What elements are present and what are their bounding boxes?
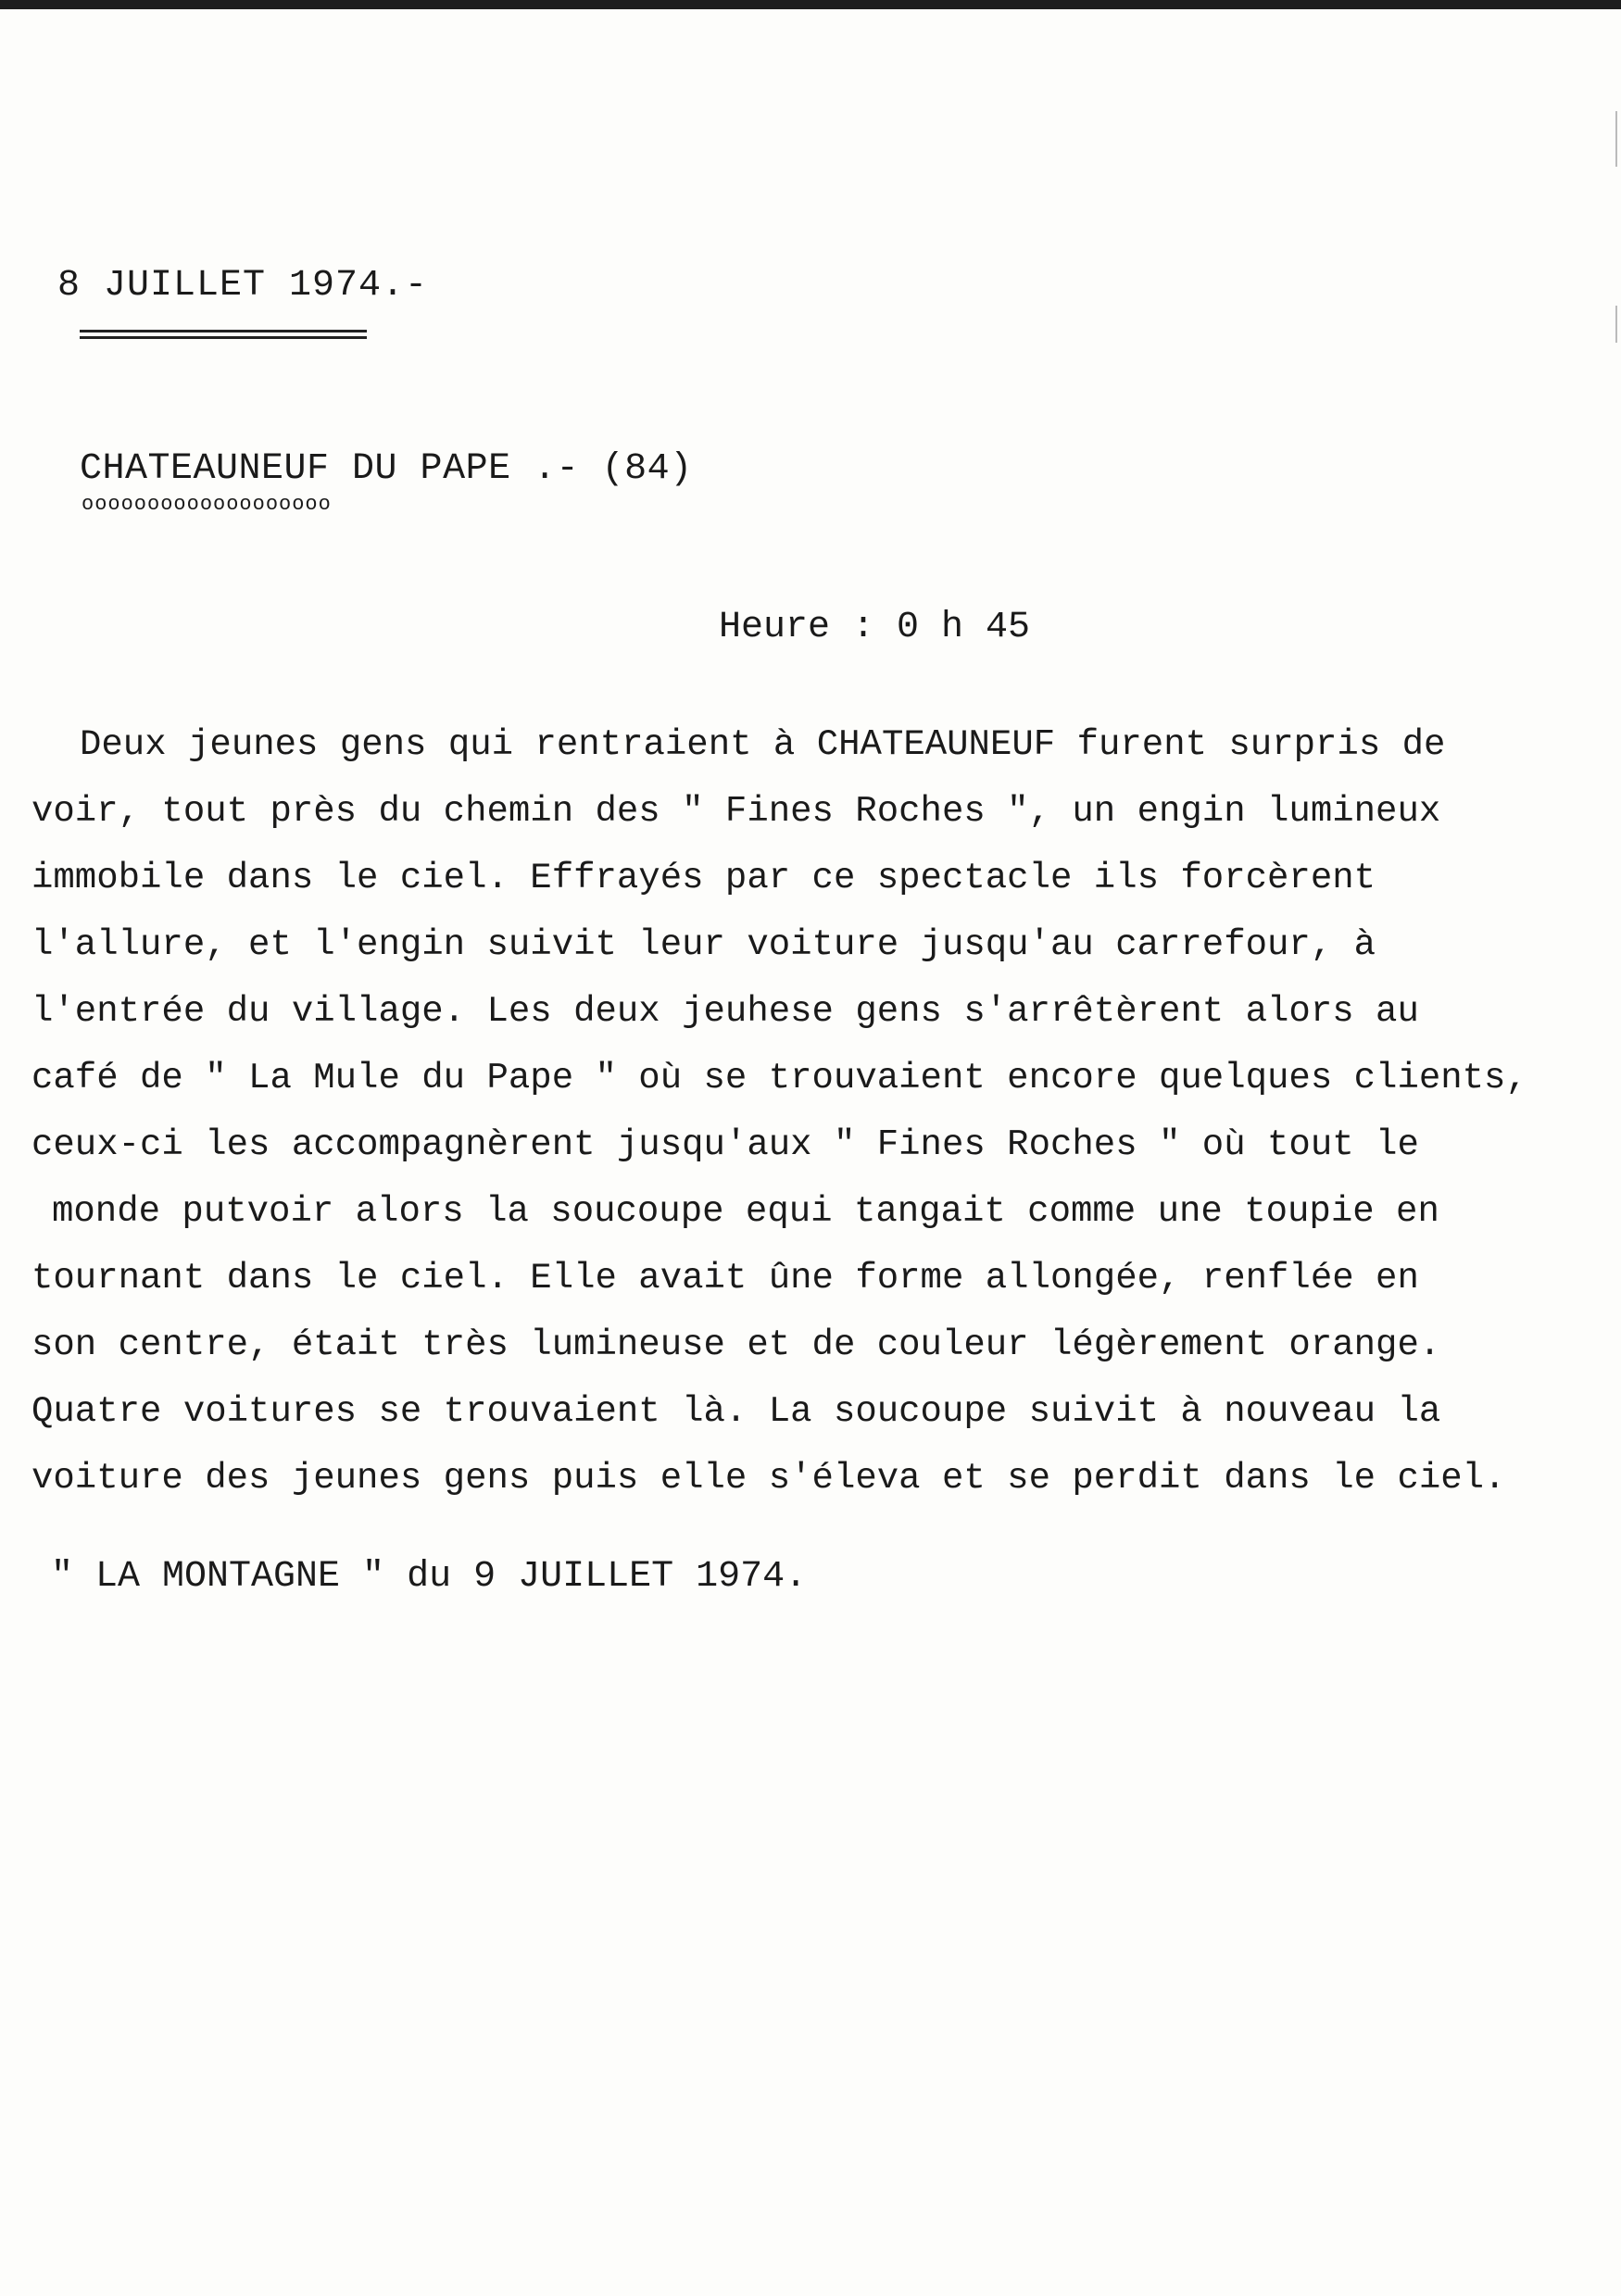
date-heading: 8 JUILLET 1974.- <box>57 265 429 307</box>
body-line: l'allure, et l'engin suivit leur voiture jusqu'au carrefour, à <box>31 924 1376 965</box>
date-double-underline <box>80 330 367 339</box>
place-underline: ooooooooooooooooooo <box>82 493 332 516</box>
source-citation: " LA MONTAGNE " du 9 JUILLET 1974. <box>51 1556 808 1598</box>
body-line: immobile dans le ciel. Effrayés par ce spectacle ils forcèrent <box>31 858 1376 898</box>
body-line: monde putvoir alors la soucoupe equi tangait comme une toupie en <box>52 1191 1439 1232</box>
scan-edge-mark <box>1615 306 1617 343</box>
body-line: café de " La Mule du Pape " où se trouvaient encore quelques clients, <box>31 1058 1527 1098</box>
body-line: voir, tout près du chemin des " Fines Roches ", un engin lumineux <box>31 791 1441 832</box>
body-line: Deux jeunes gens qui rentraient à CHATEAUNEUF furent surpris de <box>80 724 1446 765</box>
place-heading: CHATEAUNEUF DU PAPE .- (84) <box>80 448 693 490</box>
body-line: son centre, était très lumineuse et de couleur légèrement orange. <box>31 1324 1441 1365</box>
body-line: ceux-ci les accompagnèrent jusqu'aux " Fines Roches " où tout le <box>31 1124 1419 1165</box>
body-line: Quatre voitures se trouvaient là. La soucoupe suivit à nouveau la <box>31 1391 1441 1432</box>
scan-edge-mark <box>1615 111 1617 167</box>
body-line: tournant dans le ciel. Elle avait ûne forme allongée, renflée en <box>31 1258 1419 1299</box>
body-line: l'entrée du village. Les deux jeuhese gens s'arrêtèrent alors au <box>31 991 1419 1032</box>
top-border <box>0 0 1621 9</box>
body-line: voiture des jeunes gens puis elle s'éleva et se perdit dans le ciel. <box>31 1458 1506 1499</box>
time-label: Heure : 0 h 45 <box>719 607 1031 648</box>
